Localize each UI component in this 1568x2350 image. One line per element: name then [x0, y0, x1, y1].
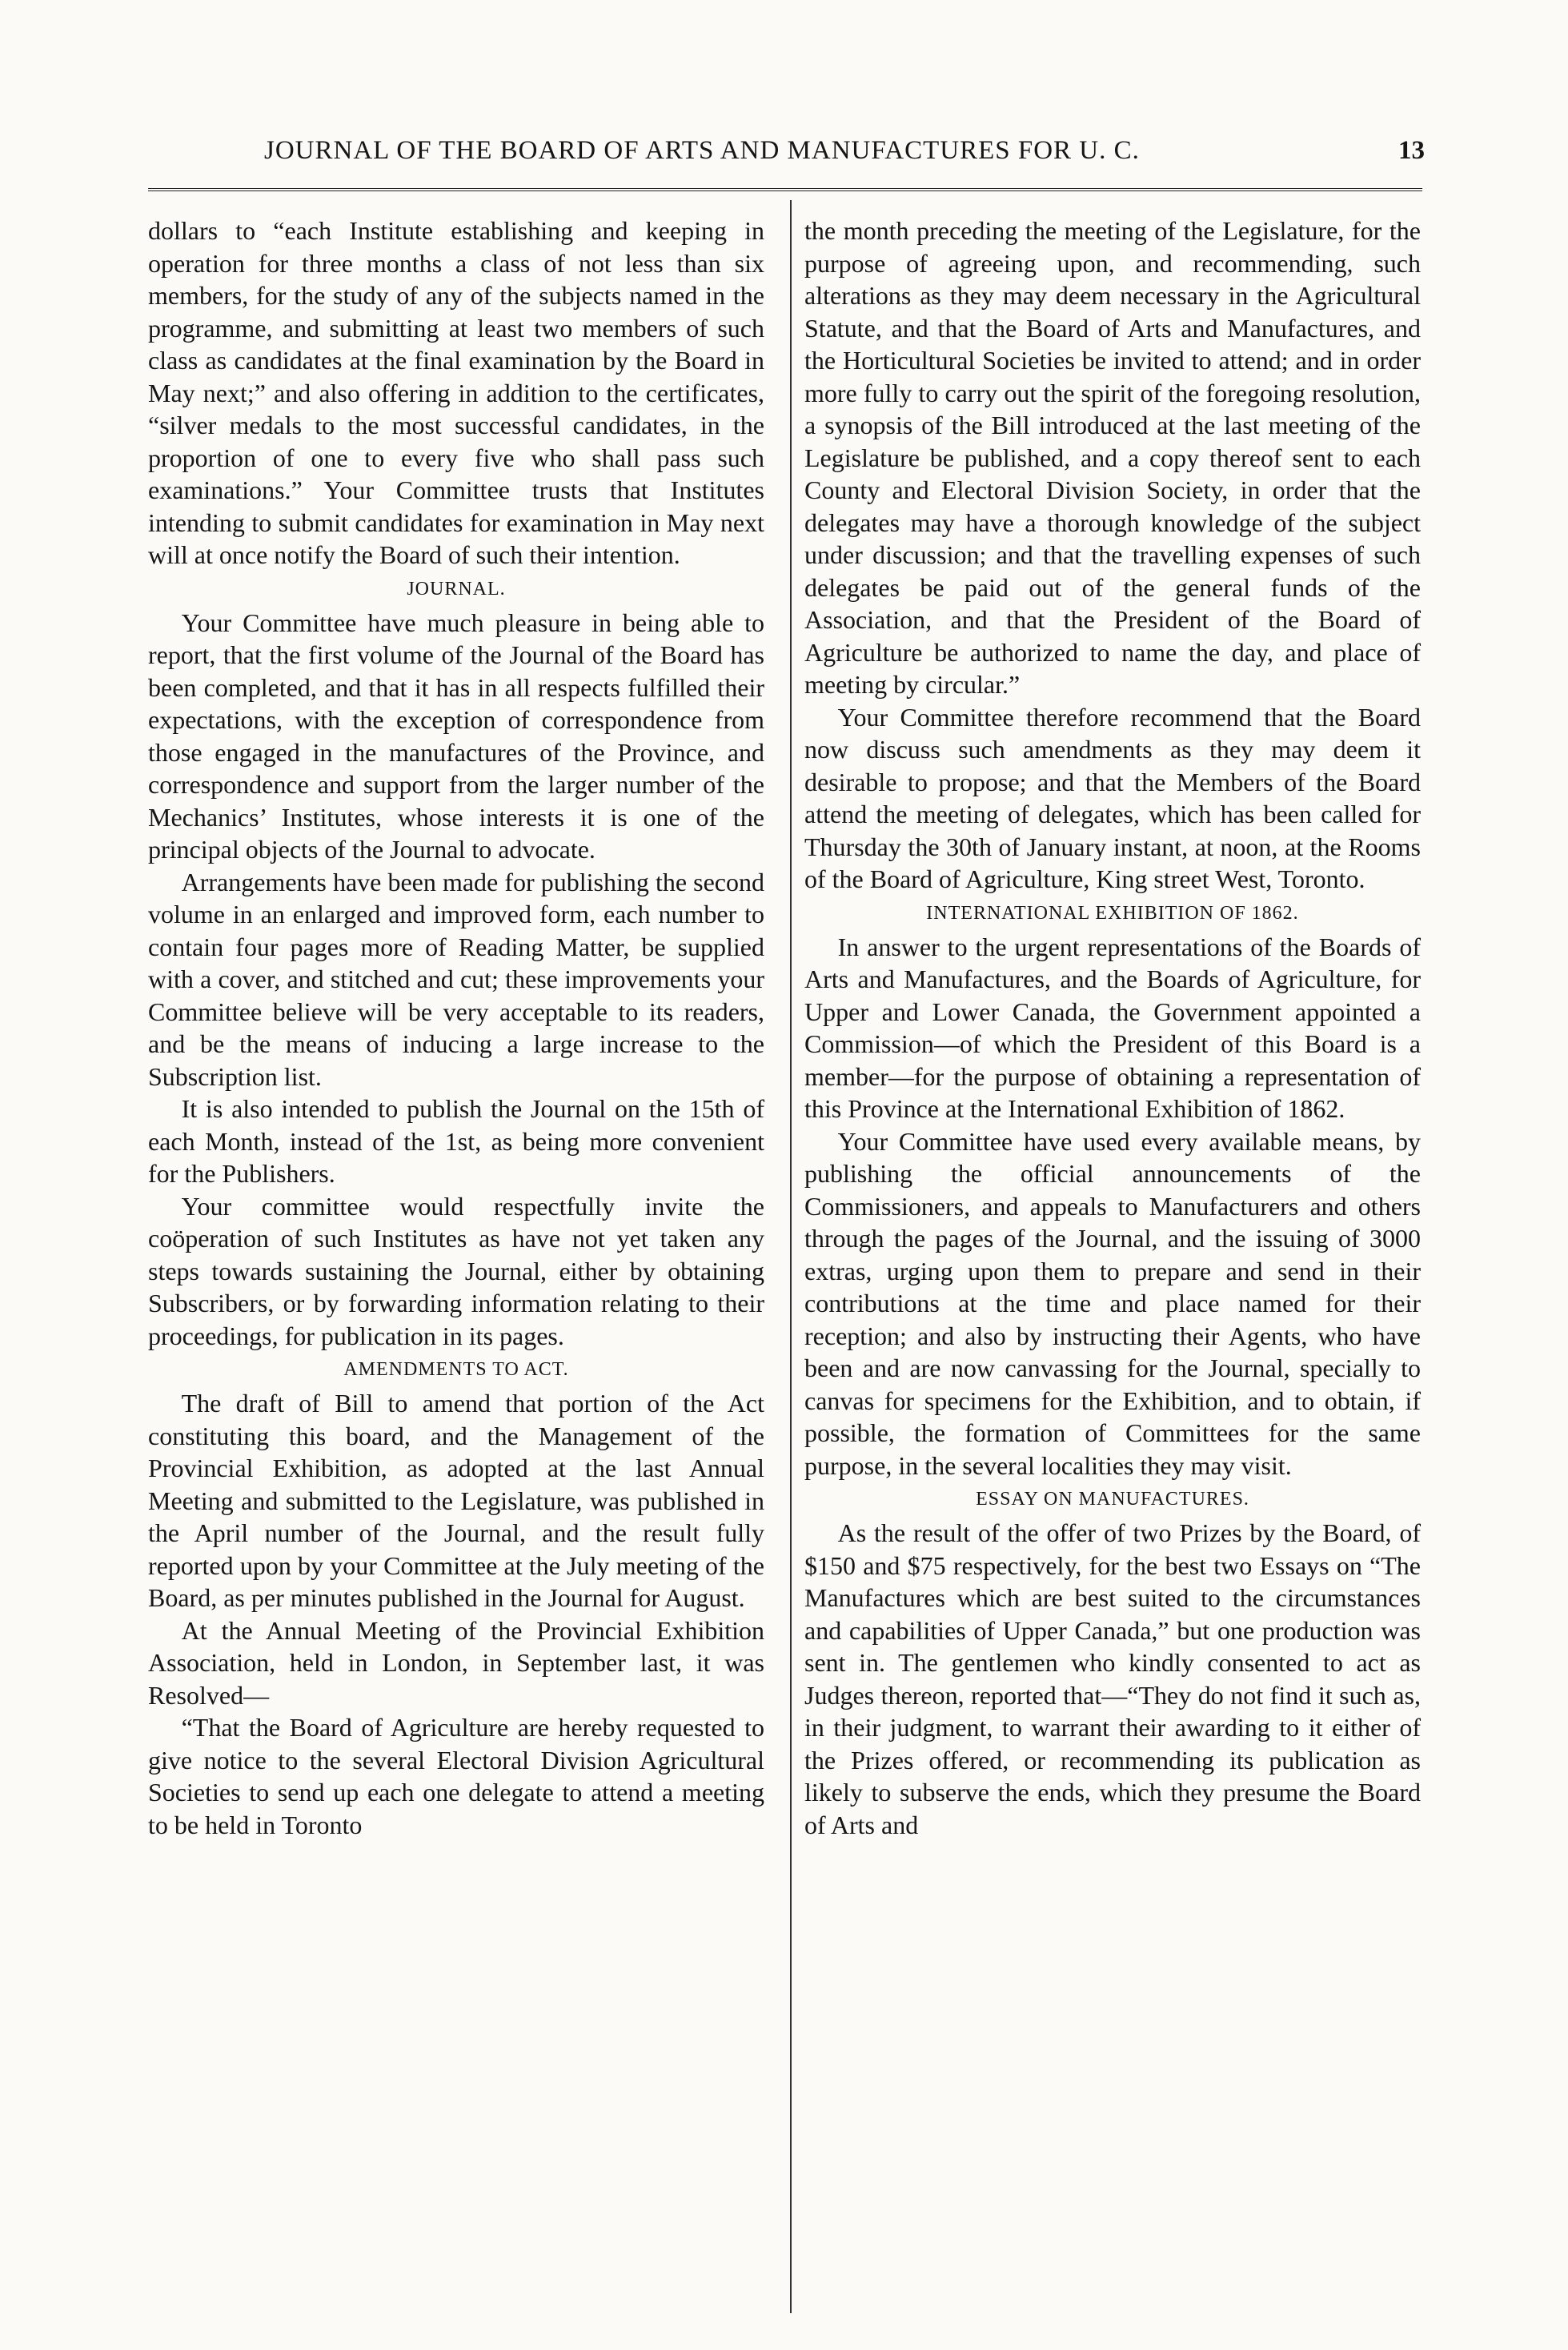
- paragraph: The draft of Bill to amend that portion of the Act constituting this board, and the Management of the Provincial Exhibition, as adopted at the last Annual Meeting and submitted to the Legislature, was published in the April number of the Journal, and the result fully reported upon by your Committee at the July meeting of the Board, as per minutes published in the Journal for August.: [148, 1389, 764, 1612]
- paragraph: Your Committee therefore recommend that the Board now discuss such amendments as they may deem it desirable to propose; and that the Members of the Board attend the meeting of delegates, which has been called for Thursday the 30th of January instant, at noon, at the Rooms of the Board of Agriculture, King street West, Toronto.: [804, 702, 1421, 893]
- section-heading-exhibition: INTERNATIONAL EXHIBITION OF 1862.: [926, 902, 1299, 924]
- paragraph: As the result of the offer of two Prizes by the Board, of $150 and $75 respectively, for the best two Essays on “The Manufactures which are best suited to the circumstances and capabilities of Upper Canada,” but one production was sent in. The gentlemen who kindly consented to act as Judges thereon, reported that—“They do not find it such as, in their judgment, to warrant their awarding to it either of the Prizes offered, or recommending its publication as likely to subserve the ends, which they presume the Board of Arts and: [804, 1518, 1421, 1839]
- paragraph: Arrangements have been made for publishing the second volume in an enlarged and improved form, each number to contain four pages more of Reading Matter, be supplied with a cover, and stitched and cut; these improvements your Committee believe will be very acceptable to its readers, and be the means of inducing a large increase to the Subscription list.: [148, 867, 764, 1091]
- column-divider: [790, 200, 792, 2313]
- section-heading-journal: JOURNAL.: [407, 578, 506, 600]
- right-column: [804, 215, 1421, 1841]
- section-heading-essay: ESSAY ON MANUFACTURES.: [976, 1489, 1249, 1510]
- paragraph: the month preceding the meeting of the Legislature, for the purpose of agreeing upon, and recommending, such alterations as they may deem necessary in the Agricultural Statute, and that the Board of Arts and Manufactures, and the Horticultural Societies be invited to attend; and in order more fully to carry out the spirit of the foregoing resolution, a synopsis of the Bill introduced at the last meeting of the Legislature be published, and a copy thereof sent to each County and Electoral Division Society, in order that the delegates may have a thorough knowledge of the subject under discussion; and that the travelling expenses of such delegates be paid out of the general funds of the Association, and that the President of the Board of Agriculture be authorized to name the day, and place of meeting by circular.”: [804, 216, 1421, 699]
- left-column: [148, 215, 764, 1841]
- paragraph: In answer to the urgent representations of the Boards of Arts and Manufactures, and the Boards of Agriculture, for Upper and Lower Canada, the Government appointed a Commission—of which the President of this Board is a member—for the purpose of obtaining a representation of this Province at the International Exhibition of 1862.: [804, 932, 1421, 1123]
- section-heading-amendments: AMENDMENTS TO ACT.: [343, 1359, 569, 1380]
- paragraph: Your committee would respectfully invite the coöperation of such Institutes as have not yet taken any steps towards sustaining the Journal, either by obtaining Subscribers, or by forwarding information relating to their proceedings, for publication in its pages.: [148, 1191, 764, 1350]
- paragraph: It is also intended to publish the Journal on the 15th of each Month, instead of the 1st, as being more convenient for the Publishers.: [148, 1094, 764, 1188]
- running-head: [144, 136, 1425, 176]
- paragraph: “That the Board of Agriculture are hereby requested to give notice to the several Electoral Division Agricultural Societies to send up each one delegate to attend a meeting to be held in Toronto: [148, 1713, 764, 1839]
- running-title: JOURNAL OF THE BOARD OF ARTS AND MANUFACTURES FOR U. C.: [264, 136, 1140, 165]
- paragraph: At the Annual Meeting of the Provincial Exhibition Association, held in London, in September last, it was Resolved—: [148, 1615, 764, 1710]
- paragraph: dollars to “each Institute establishing and keeping in operation for three months a class of not less than six members, for the study of any of the subjects named in the programme, and submitting at least two members of such class as candidates at the final examination by the Board in May next;” and also offering in addition to the certificates, “silver medals to the most successful candidates, in the proportion of one to every five who shall pass such examinations.” Your Committee trusts that Institutes intending to submit candidates for examination in May next will at once notify the Board of such their intention.: [148, 216, 764, 569]
- page-number: 13: [1398, 136, 1425, 165]
- header-rule: [148, 188, 1422, 194]
- paragraph: Your Committee have used every available means, by publishing the official announcements of the Commissioners, and appeals to Manufacturers and others through the pages of the Journal, and the issuing of 3000 extras, urging upon them to prepare and send in their contributions at the time and place named for their reception; and also by instructing their Agents, who have been and are now canvassing for the Journal, specially to canvas for specimens for the Exhibition, and to obtain, if possible, the formation of Committees for the same purpose, in the several localities they may visit.: [804, 1126, 1421, 1480]
- paragraph: Your Committee have much pleasure in being able to report, that the first volume of the Journal of the Board has been completed, and that it has in all respects fulfilled their expectations, with the exception of correspondence from those engaged in the manufactures of the Province, and correspondence and support from the larger number of the Mechanics’ Institutes, whose interests it is one of the principal objects of the Journal to advocate.: [148, 608, 764, 864]
